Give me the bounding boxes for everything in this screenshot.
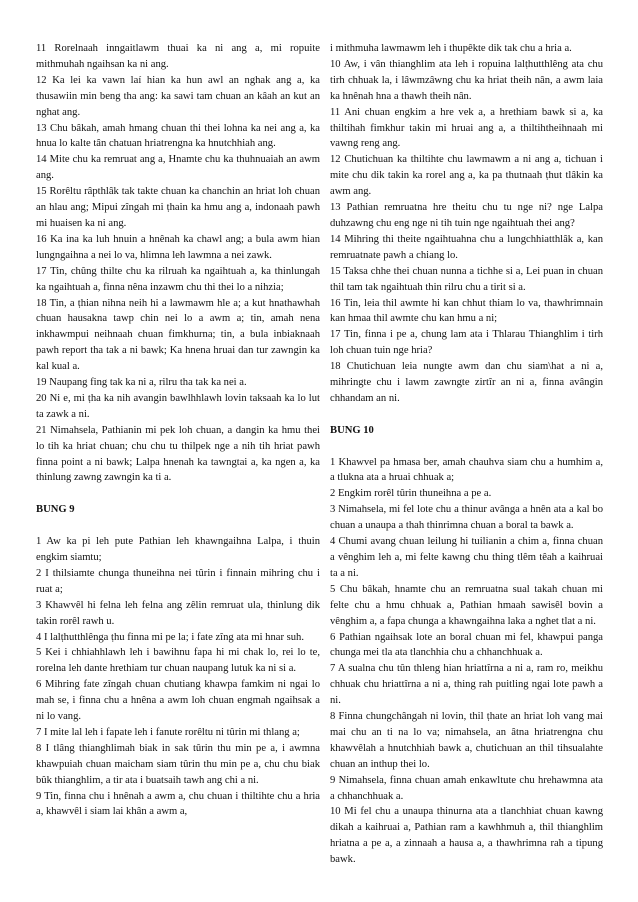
verse: 1 Khawvel pa hmasa ber, amah chauhva siam chu a humhim a, a tlukna ata a hruai chhuak a; (330, 456, 603, 484)
verse: 5 Chu bâkah, hnamte chu an remruatna sual takah chuan mi felte chu a hmu chhuak a, Pathian hmaah sawisêl bovin a vênghim a, a fapa chunga a khawngaihna laka a nghet tlat a ni. (330, 583, 603, 627)
verse: 5 Kei i chhiahhlawh leh i bawihnu fapa hi mi chak lo, rei lo te, rorelna leh dante hrethiam tur chuan naupang lutuk ka ni si a. (36, 647, 320, 675)
verse: 7 I mite lal leh i fapate leh i fanute rorêltu ni tûrin mi thlang a; (36, 726, 300, 738)
verse: 8 Finna chungchângah ni lovin, thil ṭhate an hriat loh vang mai mai chu an ti na lo va; nimahsela, an âtna hriatrengna chu khawvêlah a hnutchhiah bawk a, chutichuan an thil tihsualahte chuan an inthup thei lo. (330, 711, 603, 770)
verse: 21 Nimahsela, Pathianin mi pek loh chuan, a dangin ka hmu thei lo tih ka hriat chuan; chu chu tu thilpek nge a nih tih hriat pawh finna point a ni bawk; Lalpa hnenah ka tawngtai a, ka ngen a, ka thinlung zawng zawngin ka ti a. (36, 424, 320, 484)
verse: i mithmuha lawmawm leh i thupêkte dik tak chu a hria a. (330, 43, 572, 54)
verse: 10 Aw, i vân thianghlim ata leh i ropuina lalṭhutthlêng ata chu tirh chhuak la, i lâwmzâwng chu ka hriat theih nân, a awm laia ka hnênah hna a thawh theih nân. (330, 58, 603, 102)
verse: 7 A sualna chu tûn thleng hian hriattîrna a ni a, ram ro, meikhu chhuak chu hriattîrna a ni a, thing rah puitling ngai lote pawh a ni. (330, 663, 603, 707)
verse: 14 Mite chu ka remruat ang a, Hnamte chu ka thuhnuaiah an awm ang. (36, 154, 320, 182)
verse: 18 Chutichuan leia nungte awm dan chu siam\hat a ni a, mihringte chu i lawm zawngte zirtîr an ni a, finna avângin chhandam an ni. (330, 361, 603, 404)
verse: 6 Pathian ngaihsak lote an boral chuan mi fel, khawpui panga chunga mei tla ata tlanchhia chu a chhanchhuak a. (330, 631, 603, 659)
verse: 14 Mihring thi theite ngaihtuahna chu a lungchhiatthlâk a, kan remruatnate pawh a chiang lo. (330, 233, 603, 261)
verse: 9 Tin, finna chu i hnênah a awm a, chu chuan i thiltihte chu a hria a, khawvêl i siam lai khân a awm a, (36, 790, 320, 818)
verse: 17 Tin, chûng thilte chu ka rilruah ka ngaihtuah a, ka thinlungah ka ngaihtuah a, finna nêna inzawm chu thi thei lo a nihzia; (36, 265, 320, 293)
verse: 20 Ni e, mi ṭha ka nih avangin bawlhhlawh lovin taksaah ka lo lut ta zawk a ni. (36, 392, 320, 420)
chapter-heading: BUNG 10 (330, 424, 374, 436)
verse: 1 Aw ka pi leh pute Pathian leh khawngaihna Lalpa, i thuin engkim siamtu; (36, 536, 320, 563)
verse: 3 Khawvêl hi felna leh felna ang zêlin remruat ula, thinlung dik takin rorêl rawh u. (36, 599, 320, 627)
verse: 12 Chutichuan ka thiltihte chu lawmawm a ni ang a, tichuan i mite chu dik takin ka rorel ang a, ka pa thutnaah ṭhut tlâkin ka awm ang. (330, 154, 603, 198)
verse: 11 Rorelnaah inngaitlawm thuai ka ni ang a, mi ropuite mithmuhah ngaihsan ka ni ang. (36, 43, 320, 70)
verse: 11 Ani chuan engkim a hre vek a, a hrethiam bawk si a, ka thiltihah fimkhur takin mi hruai ang a, a thiltihtheihnaah mi vawng reng ang. (330, 106, 603, 150)
verse: 9 Nimahsela, finna chuan amah enkawltute chu hrehawmna ata a chhanchhuak a. (330, 774, 603, 802)
verse: 10 Mi fel chu a unaupa thinurna ata a tlanchhiat chuan kawng dikah a kaihruai a, Pathian ram a kawhhmuh a, thil thianghlim hriatna a pe a, a zinnaah a hausa a, a thawhrimna rah a tipung bawk. (330, 806, 603, 866)
verse: 4 I lalṭhutthlênga ṭhu finna mi pe la; i fate zîng ata mi hnar suh. (36, 631, 305, 643)
right-column (330, 41, 603, 868)
verse: 19 Naupang fing tak ka ni a, rilru tha tak ka nei a. (36, 377, 247, 389)
verse: 3 Nimahsela, mi fel lote chu a thinur avânga a hnên ata a kal bo chuan a unaupa a thah thinrimna chuan a boral ta bawk a. (330, 504, 603, 532)
verse: 12 Ka lei ka vawn laí hian ka hun awl an nghak ang a, ka thusawiin min beng tha ang: ka sawi tam chuan an kâah an kut an nghat ang. (36, 74, 320, 118)
verse: 15 Taksa chhe thei chuan nunna a tichhe si a, Lei puan in chuan thil tam tak ngaihtuah thin rilru chu a tirit si a. (330, 265, 603, 293)
verse: 4 Chumi avang chuan leilung hi tuilianin a chim a, finna chuan a vênghim leh a, mi felte kawng chu thing tlêm têah a kaihruai ta a ni. (330, 536, 603, 579)
verse: 13 Pathian remruatna hre theitu chu tu nge ni? nge Lalpa duhzawng chu eng nge ni tih tuin nge ngaihtuah thei ang? (330, 202, 603, 229)
verse: 16 Ka ina ka luh hnuin a hnênah ka chawl ang; a bula awm hian lungngaihna a nei lo va, hlimna leh lawmna a nei zawk. (36, 233, 320, 261)
verse: 15 Rorêltu râpthlâk tak takte chuan ka chanchin an hriat loh chuan an hlau ang; Mipui zîngah mi ṭhain ka hmu ang a, indonaah pawh mi huaisen ka ni ang. (36, 186, 320, 229)
chapter-heading: BUNG 9 (36, 504, 75, 516)
spacer (36, 518, 320, 534)
verse: 8 I tlâng thianghlimah biak in sak tûrin thu min pe a, i awmna khawpuiah chuan maicham siam tûrin thu min pe a, chu chu biak bûk thianghlim, a tir ata i buatsaih tawh ang chi a ni. (36, 742, 320, 786)
verse: 6 Mihring fate zîngah chuan chutiang khawpa famkim ni ngai lo mah se, i finna chu a hnêna a awm loh chuan engmah ngaihsak a ni lo vang. (36, 679, 320, 723)
spacer (36, 486, 320, 502)
verse: 2 Engkim rorêl tûrin thuneihna a pe a. (330, 488, 492, 500)
left-column (36, 41, 320, 820)
spacer (330, 439, 603, 455)
verse: 16 Tin, leia thil awmte hi kan chhut thiam lo va, thawhrimnain kan hmaa thil awmte chu kan hmu a ni; (330, 297, 603, 325)
verse: 17 Tin, finna i pe a, chung lam ata i Thlarau Thianghlim i tirh loh chuan tuin nge hria? (330, 329, 603, 357)
verse: 13 Chu bâkah, amah hmang chuan thi thei lohna ka nei ang a, ka hnua lo kalte tân chatuan hriatrengna ka hnutchhiah ang. (36, 122, 320, 150)
verse: 2 I thilsiamte chunga thuneihna nei tûrin i finnain mihring chu i ruat a; (36, 567, 320, 595)
spacer (330, 407, 603, 423)
verse: 18 Tin, a ṭhian nihna neih hi a lawmawm hle a; a kut hnathawhah chuan hausakna tawp chin nei lo a awm a; tin, amah nena inkhawmpui neihnaah chuan fimkhurna; tin, a bula inbiaknaah pawh report tha tak a ni bawk; Ka hnena hruai dan tur zawngin ka kal kual a. (36, 297, 320, 373)
